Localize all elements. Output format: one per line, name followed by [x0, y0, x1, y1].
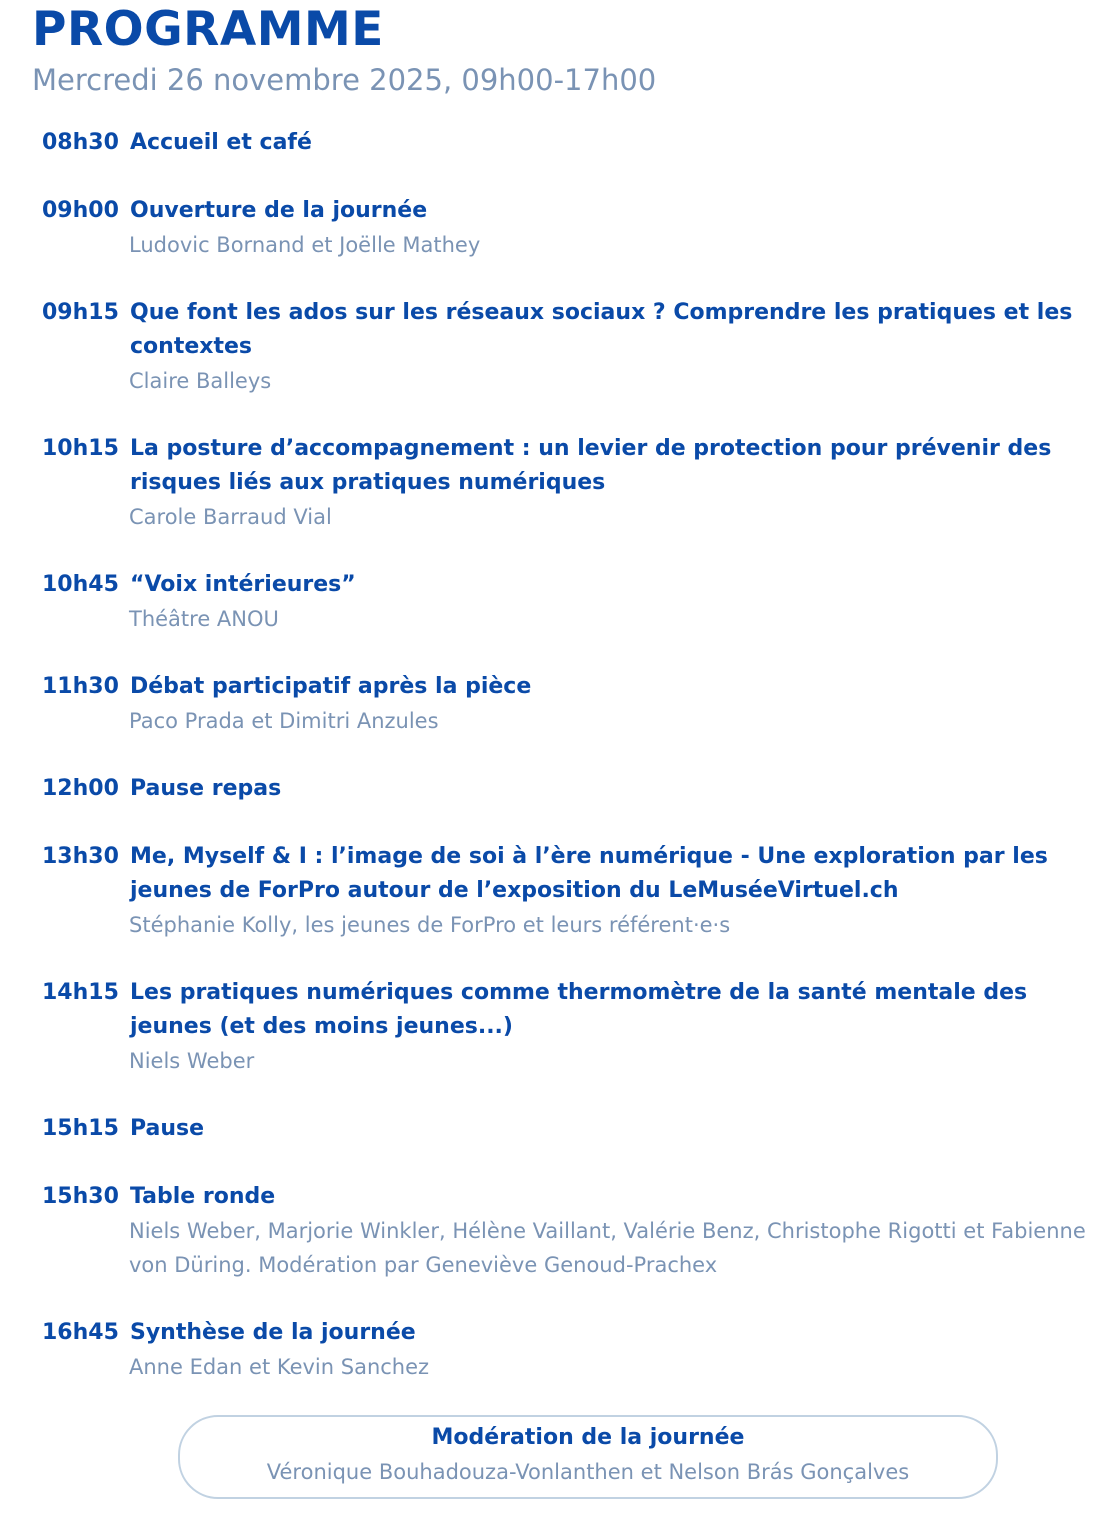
item-speaker: Stéphanie Kolly, les jeunes de ForPro et leurs référent·e·s: [129, 913, 731, 937]
programme-item-1515: [42, 1112, 1098, 1146]
item-time: 12h00: [42, 776, 119, 801]
item-heading: [42, 772, 1098, 806]
item-time: 09h00: [42, 198, 119, 223]
item-time: 10h15: [42, 436, 119, 461]
item-heading: [42, 194, 1098, 228]
programme-item-1530: [42, 1180, 1098, 1282]
programme-item-0900: [42, 194, 1098, 262]
item-heading: [42, 976, 1098, 1044]
page-subtitle: Mercredi 26 novembre 2025, 09h00-17h00: [32, 63, 657, 97]
item-title: Ouverture de la journée: [130, 198, 428, 223]
item-speaker: Niels Weber, Marjorie Winkler, Hélène Vaillant, Valérie Benz, Christophe Rigotti et Fabienne von Düring. Modération par Geneviève Genoud-Prachex: [129, 1219, 1086, 1277]
item-title: Table ronde: [130, 1184, 276, 1209]
item-speaker: Anne Edan et Kevin Sanchez: [129, 1355, 430, 1379]
item-title: Pause repas: [130, 776, 282, 801]
page-title: PROGRAMME: [32, 2, 384, 57]
item-speaker: Ludovic Bornand et Joëlle Mathey: [129, 233, 481, 257]
item-time: 15h30: [42, 1184, 119, 1209]
item-title: Synthèse de la journée: [130, 1320, 416, 1345]
programme-item-0915: [42, 296, 1098, 398]
item-time: 16h45: [42, 1320, 119, 1345]
item-speaker: Claire Balleys: [129, 369, 272, 393]
item-heading: [42, 1316, 1098, 1350]
item-title: “Voix intérieures”: [130, 572, 356, 597]
item-time: 09h15: [42, 300, 119, 325]
item-title: Me, Myself & I : l’image de soi à l’ère numérique - Une exploration par les jeunes de ForPro autour de l’exposition du LeMuséeVirtuel.ch: [130, 844, 1048, 903]
moderation-box: [178, 1415, 998, 1499]
programme-item-1045: [42, 568, 1098, 636]
item-heading: [42, 840, 1098, 908]
item-heading: [42, 1180, 1098, 1214]
item-title: Pause: [130, 1116, 205, 1141]
programme-item-1415: [42, 976, 1098, 1078]
item-title: Que font les ados sur les réseaux sociaux ? Comprendre les pratiques et les contextes: [130, 300, 1073, 359]
item-speaker: Paco Prada et Dimitri Anzules: [129, 709, 439, 733]
item-title: La posture d’accompagnement : un levier de protection pour prévenir des risques liés aux pratiques numériques: [130, 436, 1052, 495]
programme-item-1200: [42, 772, 1098, 806]
item-heading: [42, 1112, 1098, 1146]
moderation-names: Véronique Bouhadouza-Vonlanthen et Nelson Brás Gonçalves: [266, 1460, 910, 1484]
item-speaker: Niels Weber: [129, 1049, 255, 1073]
item-heading: [42, 126, 1098, 160]
item-heading: [42, 670, 1098, 704]
item-time: 10h45: [42, 572, 119, 597]
item-time: 14h15: [42, 980, 119, 1005]
item-time: 08h30: [42, 130, 119, 155]
item-time: 15h15: [42, 1116, 119, 1141]
programme-item-1130: [42, 670, 1098, 738]
programme-item-1015: [42, 432, 1098, 534]
programme-item-0830: [42, 126, 1098, 160]
item-heading: [42, 432, 1098, 500]
item-speaker: Carole Barraud Vial: [129, 505, 332, 529]
programme-item-1330: [42, 840, 1098, 942]
programme-item-1645: [42, 1316, 1098, 1384]
item-title: Accueil et café: [130, 130, 312, 155]
programme-list: [42, 126, 1098, 1418]
moderation-title: Modération de la journée: [431, 1425, 745, 1450]
item-time: 11h30: [42, 674, 119, 699]
item-heading: [42, 296, 1098, 364]
item-heading: [42, 568, 1098, 602]
item-time: 13h30: [42, 844, 119, 869]
item-title: Les pratiques numériques comme thermomètre de la santé mentale des jeunes (et des moins jeunes...): [130, 980, 1028, 1039]
item-speaker: Théâtre ANOU: [129, 607, 279, 631]
item-title: Débat participatif après la pièce: [130, 674, 532, 699]
